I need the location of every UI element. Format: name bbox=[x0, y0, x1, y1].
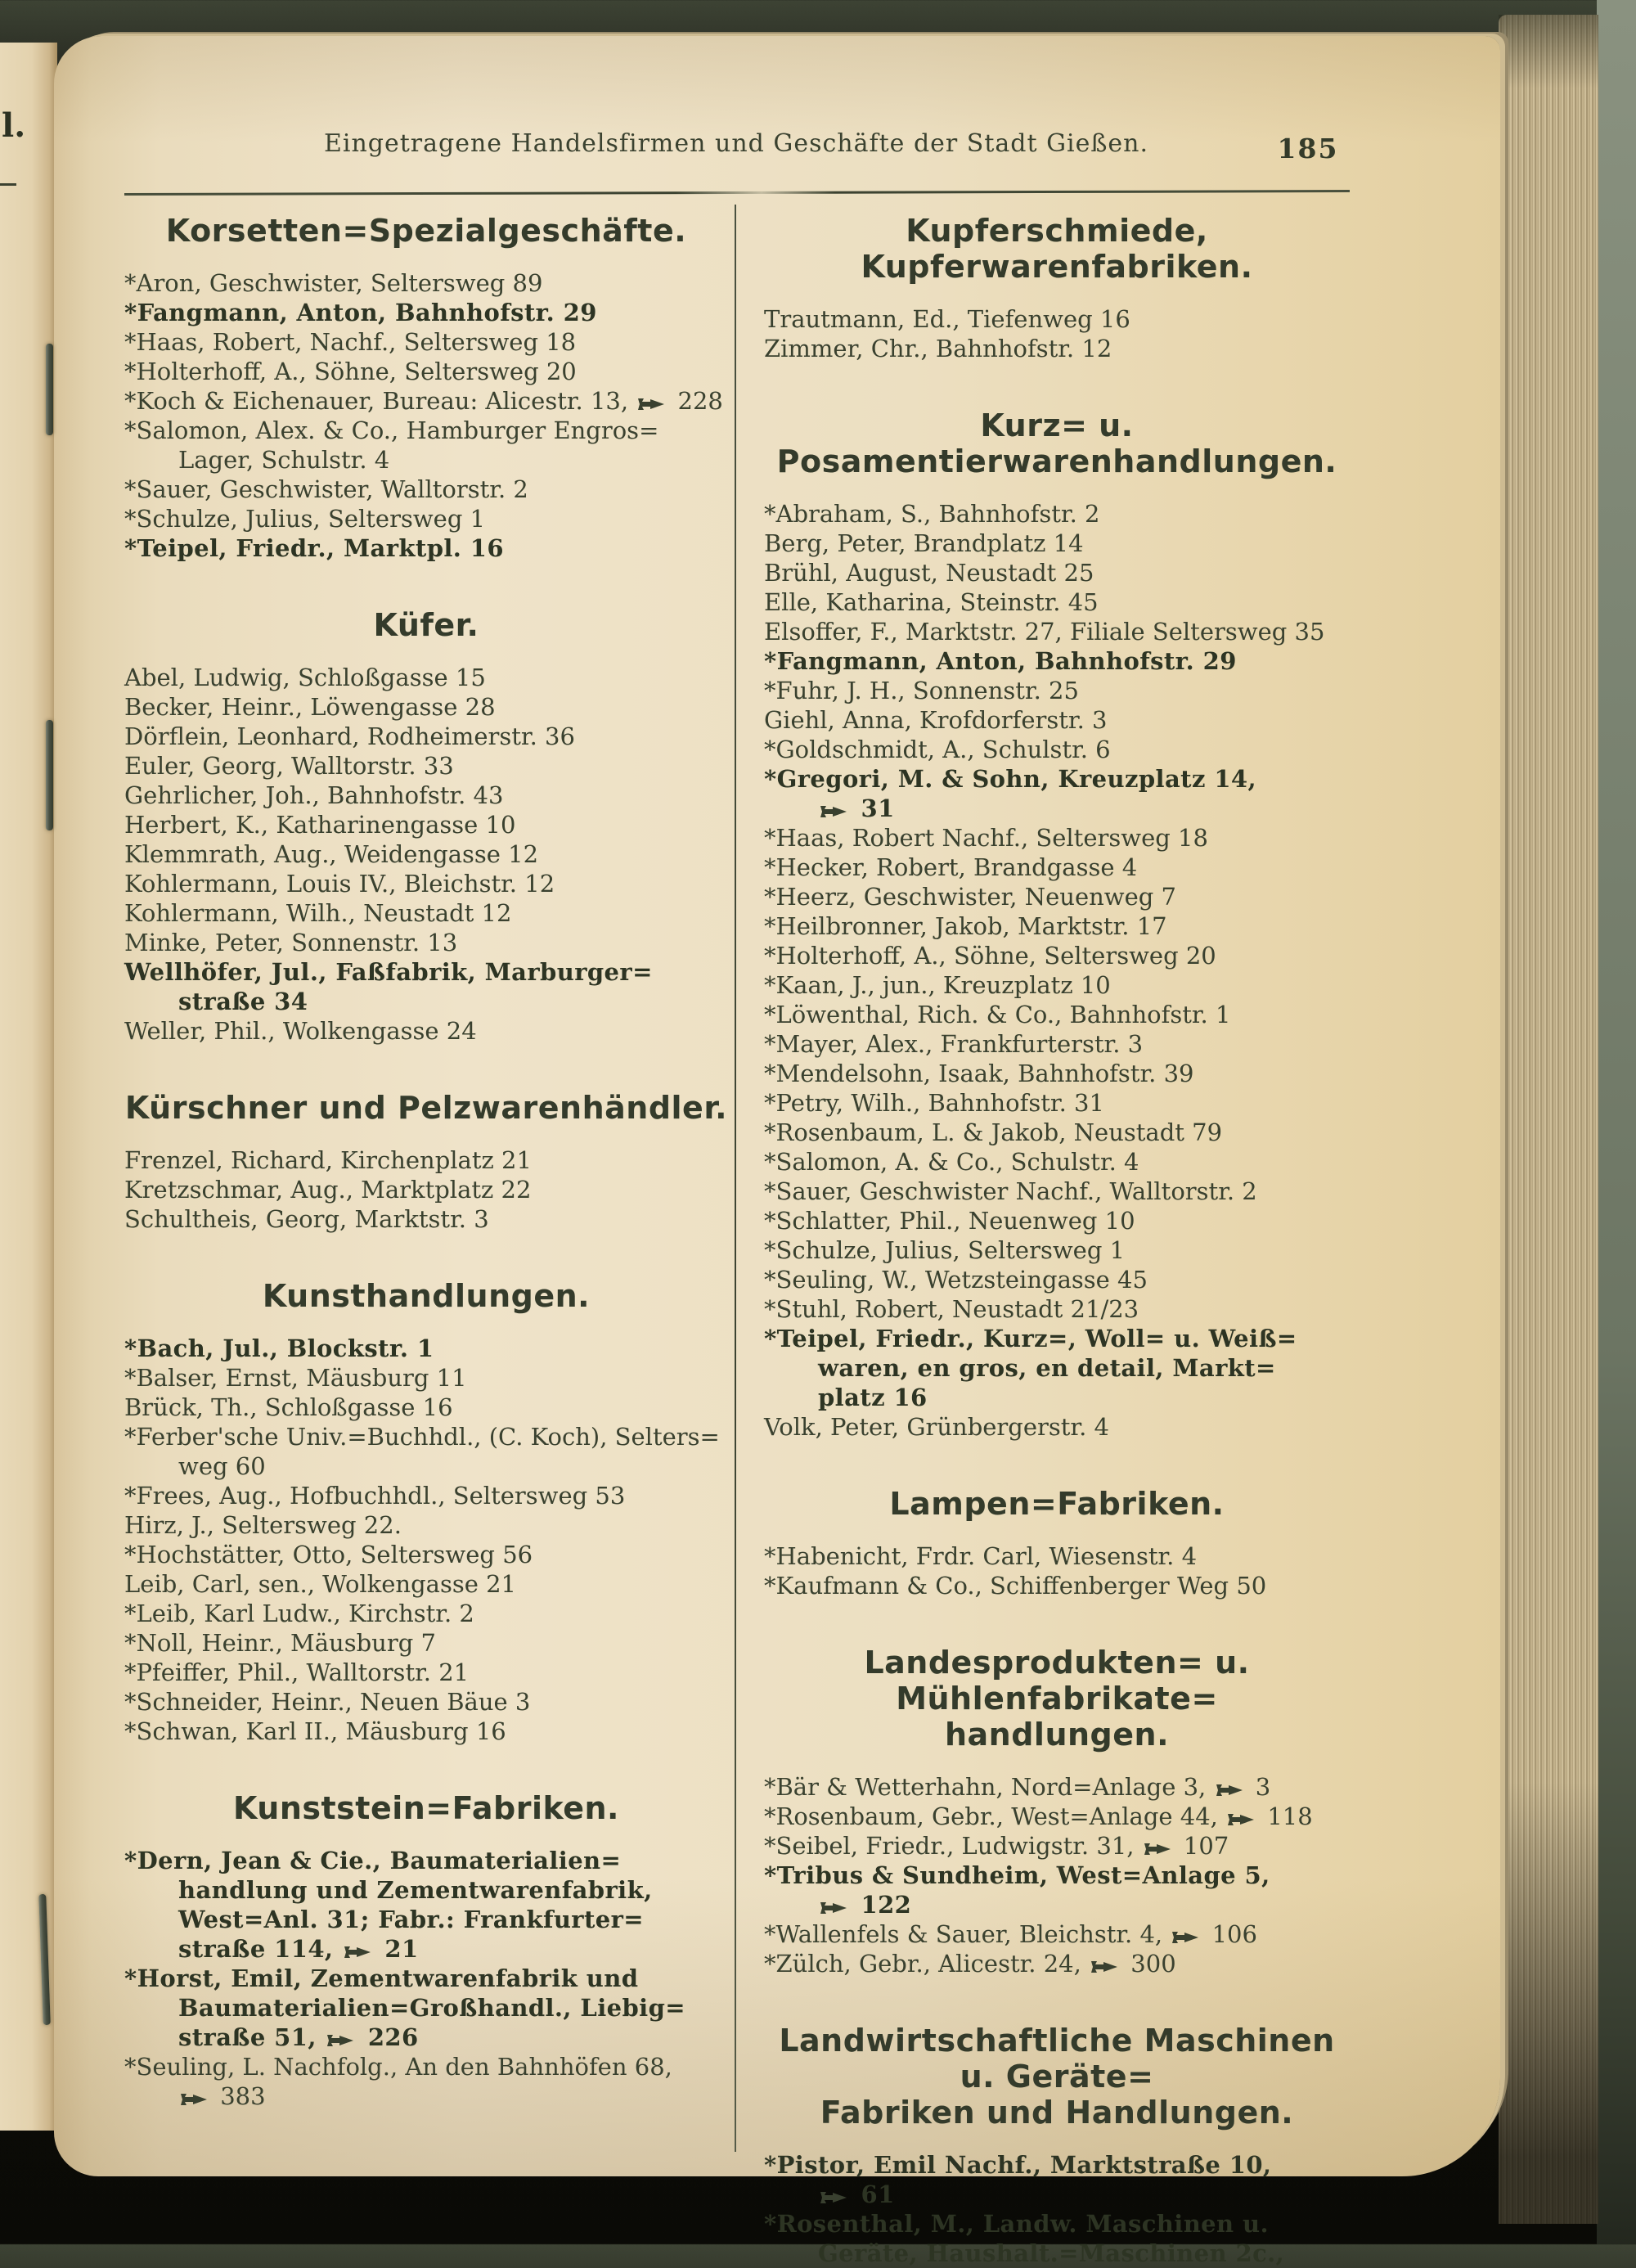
entry-line: *Zülch, Gebr., Alicestr. 24, 300 bbox=[764, 1950, 1176, 1978]
entry-line: *Schneider, Heinr., Neuen Bäue 3 bbox=[124, 1688, 531, 1716]
section-title bbox=[764, 1645, 1350, 1753]
entry-line: Geräte, Haushalt.=Maschinen 2c., bbox=[818, 2239, 1285, 2267]
entry-line: *Tribus & Sundheim, West=Anlage 5, bbox=[764, 1861, 1270, 1889]
section-title bbox=[764, 1486, 1350, 1522]
section-title bbox=[124, 1090, 728, 1126]
entry-line: Berg, Peter, Brandplatz 14 bbox=[764, 529, 1084, 557]
entry-line: *Sauer, Geschwister Nachf., Walltorstr. 2 bbox=[764, 1177, 1257, 1205]
entry-line: Hirz, J., Seltersweg 22. bbox=[124, 1511, 402, 1539]
phone-icon bbox=[180, 2093, 208, 2106]
directory-entry bbox=[124, 1569, 728, 1599]
entry-line: *Gregori, M. & Sohn, Kreuzplatz 14, bbox=[764, 765, 1256, 793]
entry-line: *Balser, Ernst, Mäusburg 11 bbox=[124, 1364, 467, 1392]
directory-entry bbox=[124, 869, 728, 898]
directory-entry bbox=[764, 1802, 1350, 1831]
section-title-line: handlungen. bbox=[944, 1717, 1170, 1753]
directory-entry bbox=[764, 2150, 1350, 2209]
section-title-line: Lampen=Fabriken. bbox=[889, 1486, 1225, 1522]
directory-entry bbox=[124, 1204, 728, 1234]
directory-entry bbox=[124, 268, 728, 298]
entry-line: Abel, Ludwig, Schloßgasse 15 bbox=[124, 664, 486, 691]
directory-entry bbox=[764, 970, 1350, 1000]
directory-entry bbox=[764, 1206, 1350, 1235]
entry-line: Elle, Katharina, Steinstr. 45 bbox=[764, 588, 1099, 616]
entry-line: *Rosenbaum, Gebr., West=Anlage 44, 118 bbox=[764, 1802, 1313, 1830]
directory-entry bbox=[124, 2052, 728, 2111]
entry-line: straße 51, 226 bbox=[178, 2023, 419, 2051]
directory-entry bbox=[764, 735, 1350, 764]
directory-entry bbox=[764, 646, 1350, 676]
directory-section bbox=[124, 1090, 728, 1234]
directory-entry bbox=[124, 1658, 728, 1687]
entry-line: Euler, Georg, Walltorstr. 33 bbox=[124, 752, 454, 780]
entry-line: 31 bbox=[818, 794, 1350, 823]
directory-entry bbox=[124, 1510, 728, 1540]
entry-line: *Bär & Wetterhahn, Nord=Anlage 3, 3 bbox=[764, 1773, 1271, 1801]
phone-icon bbox=[637, 398, 665, 411]
entry-line: *Haas, Robert Nachf., Seltersweg 18 bbox=[764, 824, 1208, 852]
directory-entry bbox=[764, 853, 1350, 882]
entry-line: Weller, Phil., Wolkengasse 24 bbox=[124, 1017, 477, 1045]
entry-line: *Frees, Aug., Hofbuchhdl., Seltersweg 53 bbox=[124, 1482, 626, 1510]
entry-line: *Holterhoff, A., Söhne, Seltersweg 20 bbox=[124, 358, 577, 385]
directory-entry bbox=[124, 327, 728, 357]
directory-entry bbox=[124, 416, 728, 475]
entry-line: Gehrlicher, Joh., Bahnhofstr. 43 bbox=[124, 781, 504, 809]
column-divider-rule bbox=[735, 205, 736, 2152]
directory-entry bbox=[764, 1000, 1350, 1029]
directory-entry bbox=[764, 2209, 1350, 2268]
entry-line: weg 60 bbox=[178, 1452, 266, 1480]
directory-entry bbox=[124, 475, 728, 504]
entry-line: Baumaterialien=Großhandl., Liebig= bbox=[178, 1994, 685, 2022]
directory-entry bbox=[124, 957, 728, 1016]
entry-line: *Haas, Robert, Nachf., Seltersweg 18 bbox=[124, 328, 577, 356]
phone-icon bbox=[1227, 1813, 1255, 1826]
directory-entry bbox=[764, 705, 1350, 735]
entry-line: *Rosenthal, M., Landw. Maschinen u. bbox=[764, 2210, 1269, 2238]
directory-entry bbox=[764, 1919, 1350, 1949]
directory-entry bbox=[124, 298, 728, 327]
directory-entry bbox=[124, 1687, 728, 1717]
directory-entry bbox=[124, 533, 728, 563]
entry-line: *Salomon, A. & Co., Schulstr. 4 bbox=[764, 1148, 1139, 1176]
entry-line: Zimmer, Chr., Bahnhofstr. 12 bbox=[764, 335, 1112, 362]
entry-line: platz 16 bbox=[818, 1384, 928, 1411]
entry-line: *Schlatter, Phil., Neuenweg 10 bbox=[764, 1207, 1135, 1235]
entry-line: *Ferber'sche Univ.=Buchhdl., (C. Koch), Selters= bbox=[124, 1423, 720, 1451]
directory-section bbox=[764, 213, 1350, 363]
facing-page-rule-fragment bbox=[0, 183, 16, 186]
directory-entry bbox=[764, 764, 1350, 823]
section-title-line: Kurz= u. Posamentierwarenhandlungen. bbox=[776, 407, 1337, 479]
entry-line: *Stuhl, Robert, Neustadt 21/23 bbox=[764, 1295, 1139, 1323]
directory-entry bbox=[124, 751, 728, 781]
directory-entry bbox=[124, 1145, 728, 1175]
section-title-line: Landwirtschaftliche Maschinen u. Geräte= bbox=[779, 2023, 1335, 2095]
directory-entry bbox=[124, 1363, 728, 1393]
entry-line: *Schwan, Karl II., Mäusburg 16 bbox=[124, 1717, 506, 1745]
entry-line: *Heerz, Geschwister, Neuenweg 7 bbox=[764, 883, 1177, 911]
section-title-line: Kupferschmiede, Kupferwarenfabriken. bbox=[861, 213, 1253, 285]
entry-line: *Kaan, J., jun., Kreuzplatz 10 bbox=[764, 971, 1111, 999]
directory-entry bbox=[124, 1540, 728, 1569]
entry-line: *Mayer, Alex., Frankfurterstr. 3 bbox=[764, 1030, 1144, 1058]
section-title bbox=[124, 213, 728, 249]
phone-icon bbox=[326, 2034, 354, 2047]
entry-line: *Wallenfels & Sauer, Bleichstr. 4, 106 bbox=[764, 1920, 1257, 1948]
entry-line: *Schulze, Julius, Seltersweg 1 bbox=[124, 505, 486, 533]
directory-entry bbox=[764, 676, 1350, 705]
directory-entry bbox=[764, 1177, 1350, 1206]
entry-line: Trautmann, Ed., Tiefenweg 16 bbox=[764, 305, 1130, 333]
staple-icon bbox=[46, 344, 53, 435]
directory-entry bbox=[764, 823, 1350, 853]
column-left bbox=[124, 213, 728, 2111]
entry-line: Wellhöfer, Jul., Faßfabrik, Marburger= bbox=[124, 958, 653, 986]
entry-line: *Petry, Wilh., Bahnhofstr. 31 bbox=[764, 1089, 1104, 1117]
entry-line: *Hecker, Robert, Brandgasse 4 bbox=[764, 853, 1138, 881]
directory-entry bbox=[764, 304, 1350, 334]
directory-entry bbox=[124, 357, 728, 386]
entry-line: Leib, Carl, sen., Wolkengasse 21 bbox=[124, 1570, 517, 1598]
entry-line: *Rosenbaum, L. & Jakob, Neustadt 79 bbox=[764, 1118, 1223, 1146]
section-title-line: Fabriken und Handlungen. bbox=[820, 2095, 1294, 2131]
directory-section bbox=[764, 2023, 1350, 2268]
section-title bbox=[124, 607, 728, 643]
entry-line: West=Anl. 31; Fabr.: Frankfurter= bbox=[178, 1906, 645, 1933]
staple-icon bbox=[46, 720, 53, 830]
directory-entry bbox=[124, 1393, 728, 1422]
directory-section bbox=[764, 1486, 1350, 1600]
phone-icon bbox=[1216, 1784, 1243, 1797]
directory-entry bbox=[124, 1846, 728, 1964]
directory-entry bbox=[764, 1147, 1350, 1177]
entry-line: *Horst, Emil, Zementwarenfabrik und bbox=[124, 1964, 639, 1992]
directory-entry bbox=[124, 1175, 728, 1204]
entry-line: Klemmrath, Aug., Weidengasse 12 bbox=[124, 840, 539, 868]
entry-line: *Pfeiffer, Phil., Walltorstr. 21 bbox=[124, 1658, 470, 1686]
entry-line: *Seuling, L. Nachfolg., An den Bahnhöfen 68, bbox=[124, 2053, 672, 2081]
entry-line: *Hochstätter, Otto, Seltersweg 56 bbox=[124, 1541, 533, 1568]
phone-icon bbox=[820, 805, 847, 818]
entry-line: straße 34 bbox=[178, 988, 308, 1015]
phone-icon bbox=[1090, 1960, 1118, 1973]
entry-line: Volk, Peter, Grünbergerstr. 4 bbox=[764, 1413, 1109, 1441]
entry-line: *Heilbronner, Jakob, Marktstr. 17 bbox=[764, 912, 1167, 940]
entry-line: *Fangmann, Anton, Bahnhofstr. 29 bbox=[124, 299, 597, 326]
phone-icon bbox=[820, 1901, 847, 1915]
entry-line: Elsoffer, F., Marktstr. 27, Filiale Seltersweg 35 bbox=[764, 618, 1325, 646]
phone-icon bbox=[820, 2191, 847, 2204]
entry-line: *Noll, Heinr., Mäusburg 7 bbox=[124, 1629, 436, 1657]
phone-icon bbox=[1144, 1843, 1171, 1856]
section-title bbox=[124, 1790, 728, 1826]
entry-line: *Schulze, Julius, Seltersweg 1 bbox=[764, 1236, 1126, 1264]
entry-line: *Goldschmidt, A., Schulstr. 6 bbox=[764, 736, 1111, 763]
directory-entry bbox=[124, 1422, 728, 1481]
section-title-line: Küfer. bbox=[373, 607, 479, 643]
entry-line: *Abraham, S., Bahnhofstr. 2 bbox=[764, 500, 1100, 528]
entry-line: Frenzel, Richard, Kirchenplatz 21 bbox=[124, 1146, 532, 1174]
entry-line: handlung und Zementwarenfabrik, bbox=[178, 1876, 653, 1904]
entry-line: *Teipel, Friedr., Kurz=, Woll= u. Weiß= bbox=[764, 1325, 1297, 1352]
directory-entry bbox=[124, 1628, 728, 1658]
directory-section bbox=[764, 1645, 1350, 1978]
directory-section bbox=[124, 607, 728, 1046]
directory-entry bbox=[764, 529, 1350, 558]
directory-entry bbox=[124, 663, 728, 692]
entry-line: *Löwenthal, Rich. & Co., Bahnhofstr. 1 bbox=[764, 1001, 1231, 1028]
entry-line: Kohlermann, Wilh., Neustadt 12 bbox=[124, 899, 512, 927]
directory-entry bbox=[764, 1772, 1350, 1802]
directory-entry bbox=[764, 1088, 1350, 1118]
entry-line: *Fangmann, Anton, Bahnhofstr. 29 bbox=[764, 647, 1237, 675]
entry-line: *Habenicht, Frdr. Carl, Wiesenstr. 4 bbox=[764, 1542, 1198, 1570]
entry-line: Brück, Th., Schloßgasse 16 bbox=[124, 1393, 453, 1421]
directory-entry bbox=[124, 1964, 728, 2052]
section-title-line: Landesprodukten= u. Mühlenfabrikate= bbox=[864, 1645, 1250, 1717]
directory-entry bbox=[764, 1949, 1350, 1978]
section-title bbox=[764, 407, 1350, 479]
directory-entry bbox=[764, 1571, 1350, 1600]
directory-entry bbox=[764, 1541, 1350, 1571]
entry-line: Becker, Heinr., Löwengasse 28 bbox=[124, 693, 496, 721]
directory-entry bbox=[124, 839, 728, 869]
directory-entry bbox=[764, 1294, 1350, 1324]
entry-line: *Leib, Karl Ludw., Kirchstr. 2 bbox=[124, 1600, 474, 1627]
directory-section bbox=[764, 407, 1350, 1442]
directory-entry bbox=[124, 386, 728, 416]
section-title bbox=[764, 2023, 1350, 2131]
entry-line: *Fuhr, J. H., Sonnenstr. 25 bbox=[764, 677, 1079, 704]
entry-line: Herbert, K., Katharinengasse 10 bbox=[124, 811, 516, 839]
entry-line: *Seuling, W., Wetzsteingasse 45 bbox=[764, 1266, 1148, 1294]
entry-line: *Kaufmann & Co., Schiffenberger Weg 50 bbox=[764, 1572, 1267, 1600]
directory-entry bbox=[124, 810, 728, 839]
entry-line: *Holterhoff, A., Söhne, Seltersweg 20 bbox=[764, 942, 1216, 970]
page-header: Eingetragene Handelsfirmen und Geschäfte der Stadt Gießen. bbox=[323, 129, 1149, 158]
facing-page-text-fragment: l. bbox=[2, 106, 26, 145]
entry-line: *Koch & Eichenauer, Bureau: Alicestr. 13, 228 bbox=[124, 387, 723, 415]
directory-section bbox=[124, 1278, 728, 1746]
entry-line: Giehl, Anna, Krofdorferstr. 3 bbox=[764, 706, 1108, 734]
directory-entry bbox=[764, 882, 1350, 911]
section-title-line: Kürschner und Pelzwarenhändler. bbox=[124, 1090, 728, 1126]
directory-entry bbox=[764, 1324, 1350, 1412]
directory-entry bbox=[764, 334, 1350, 363]
directory-section bbox=[124, 213, 728, 563]
entry-line: *Dern, Jean & Cie., Baumaterialien= bbox=[124, 1847, 622, 1874]
entry-line: 61 bbox=[818, 2180, 1350, 2209]
entry-line: 122 bbox=[818, 1890, 1350, 1919]
entry-line: straße 114, 21 bbox=[178, 1935, 419, 1963]
entry-line: Lager, Schulstr. 4 bbox=[178, 446, 390, 474]
section-title-line: Korsetten=Spezialgeschäfte. bbox=[165, 213, 687, 249]
directory-entry bbox=[764, 1118, 1350, 1147]
directory-entry bbox=[764, 1265, 1350, 1294]
entry-line: *Bach, Jul., Blockstr. 1 bbox=[124, 1334, 434, 1362]
section-title bbox=[124, 1278, 728, 1314]
phone-icon bbox=[344, 1946, 371, 1959]
directory-entry bbox=[764, 1412, 1350, 1442]
directory-entry bbox=[764, 911, 1350, 941]
directory-entry bbox=[764, 558, 1350, 587]
entry-line: waren, en gros, en detail, Markt= bbox=[818, 1354, 1276, 1382]
entry-line: Brühl, August, Neustadt 25 bbox=[764, 559, 1094, 587]
section-title-line: Kunststein=Fabriken. bbox=[233, 1790, 619, 1826]
section-title-line: Kunsthandlungen. bbox=[262, 1278, 591, 1314]
directory-entry bbox=[124, 781, 728, 810]
page-stack-fore-edge bbox=[1499, 15, 1598, 2224]
entry-line: *Seibel, Friedr., Ludwigstr. 31, 107 bbox=[764, 1832, 1229, 1860]
directory-entry bbox=[124, 504, 728, 533]
directory-entry bbox=[764, 1029, 1350, 1059]
entry-line: Schultheis, Georg, Marktstr. 3 bbox=[124, 1205, 489, 1233]
directory-entry bbox=[764, 1059, 1350, 1088]
directory-entry bbox=[764, 617, 1350, 646]
entry-line: *Aron, Geschwister, Seltersweg 89 bbox=[124, 269, 543, 297]
page-number: 185 bbox=[1277, 133, 1339, 164]
directory-entry bbox=[124, 928, 728, 957]
entry-line: *Salomon, Alex. & Co., Hamburger Engros= bbox=[124, 416, 659, 444]
directory-entry bbox=[124, 1599, 728, 1628]
directory-entry bbox=[124, 1481, 728, 1510]
book-cover-edge bbox=[1597, 0, 1636, 2244]
directory-entry bbox=[124, 1334, 728, 1363]
directory-entry bbox=[124, 692, 728, 722]
entry-line: 383 bbox=[178, 2081, 728, 2111]
directory-page bbox=[54, 36, 1500, 2267]
entry-line: Kretzschmar, Aug., Marktplatz 22 bbox=[124, 1176, 532, 1204]
directory-entry bbox=[764, 499, 1350, 529]
phone-icon bbox=[1171, 1931, 1199, 1944]
directory-entry bbox=[764, 587, 1350, 617]
entry-line: Kohlermann, Louis IV., Bleichstr. 12 bbox=[124, 870, 555, 898]
entry-line: *Teipel, Friedr., Marktpl. 16 bbox=[124, 534, 504, 562]
directory-entry bbox=[124, 1016, 728, 1046]
directory-entry bbox=[764, 1235, 1350, 1265]
header-rule bbox=[124, 190, 1350, 196]
directory-entry bbox=[764, 941, 1350, 970]
entry-line: Dörflein, Leonhard, Rodheimerstr. 36 bbox=[124, 722, 575, 750]
section-title bbox=[764, 213, 1350, 285]
entry-line: *Mendelsohn, Isaak, Bahnhofstr. 39 bbox=[764, 1060, 1194, 1087]
directory-entry bbox=[764, 1861, 1350, 1919]
directory-entry bbox=[764, 1831, 1350, 1861]
directory-entry bbox=[124, 722, 728, 751]
directory-entry bbox=[124, 1717, 728, 1746]
directory-entry bbox=[124, 898, 728, 928]
column-right bbox=[764, 213, 1350, 2268]
entry-line: Minke, Peter, Sonnenstr. 13 bbox=[124, 929, 458, 956]
entry-line: *Pistor, Emil Nachf., Marktstraße 10, bbox=[764, 2151, 1272, 2179]
directory-section bbox=[124, 1790, 728, 2111]
entry-line: *Sauer, Geschwister, Walltorstr. 2 bbox=[124, 475, 528, 503]
